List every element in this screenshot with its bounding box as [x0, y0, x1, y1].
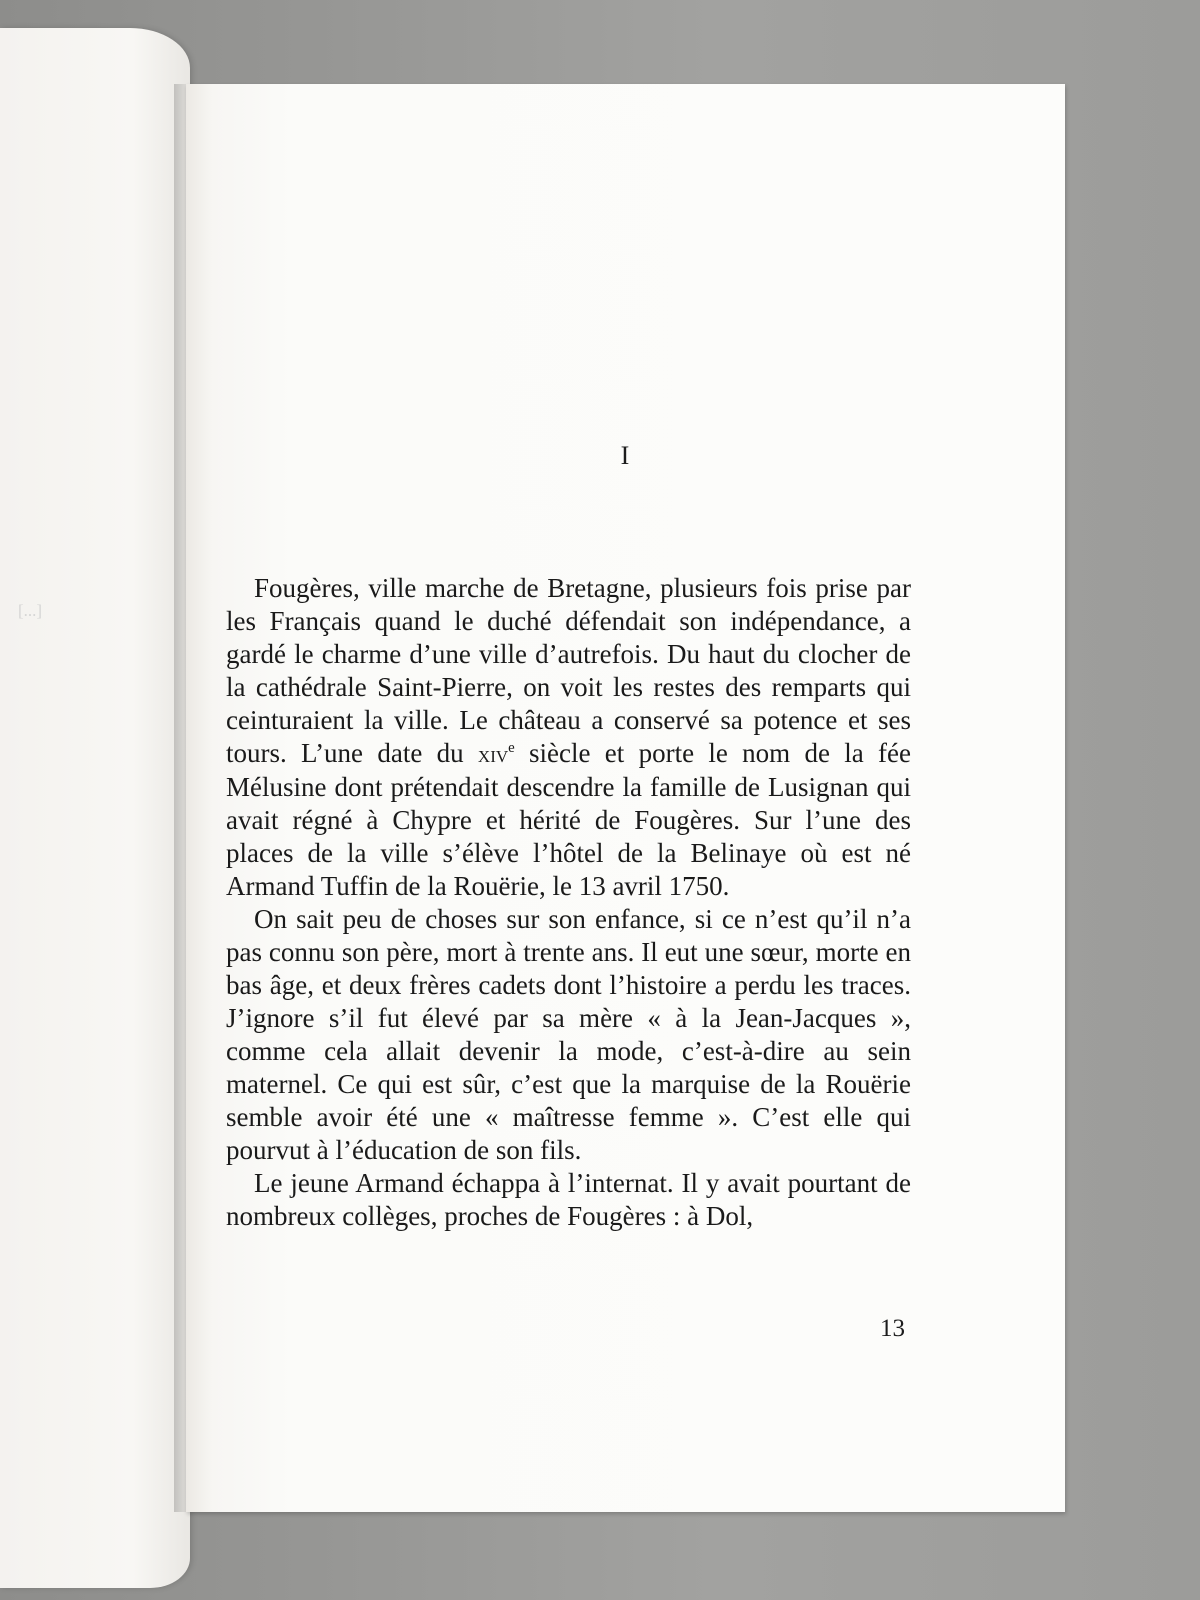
paragraph-1-text-before: Fougères, ville marche de Bretagne, plusieurs fois prise par les Français quand le duché défendait son indépendance, a gardé le charme d’une ville d’autrefois. Du haut du clocher de la cathédrale Saint-Pierre, on voit les restes des remparts qui ceinturaient la ville. Le château a conservé sa potence et ses tours. L’une date du [226, 573, 911, 768]
book-page [186, 84, 1065, 1512]
paragraph-3: Le jeune Armand échappa à l’internat. Il y avait pourtant de nombreux collèges, proches de Fougères : à Dol, [226, 1168, 911, 1231]
paragraph-1 [226, 572, 911, 903]
century-numeral: xiv [477, 741, 509, 768]
chapter-heading: I [620, 441, 631, 470]
paragraph-1-text-after: siècle et porte le nom de la fée Mélusine dont prétendait descendre la famille de Lusignan qui avait régné à Chypre et hérité de Fougères. Sur l’une des places de la ville s’élève l’hôtel de la Belinaye où est né Armand Tuffin de la Rouërie, le 13 avril 1750. [226, 738, 911, 901]
left-page-bleed-through: [...] [18, 601, 43, 620]
bleed-through-text [226, 232, 968, 562]
left-facing-page [0, 28, 190, 1588]
body-text [226, 572, 911, 1233]
century-superscript: e [508, 740, 515, 756]
paragraph-2: On sait peu de choses sur son enfance, si ce n’est qu’il n’a pas connu son père, mort à trente ans. Il eut une sœur, morte en bas âge, et deux frères cadets dont l’histoire a perdu les traces. J’ignore s’il fut élevé par sa mère « à la Jean-Jacques », comme cela allait devenir la mode, c’est-à-dire au sein maternel. Ce qui est sûr, c’est que la marquise de la Rouërie semble avoir été une « maîtresse femme ». C’est elle qui pourvut à l’éducation de son fils. [226, 904, 911, 1165]
page-number: 13 [880, 1315, 905, 1342]
